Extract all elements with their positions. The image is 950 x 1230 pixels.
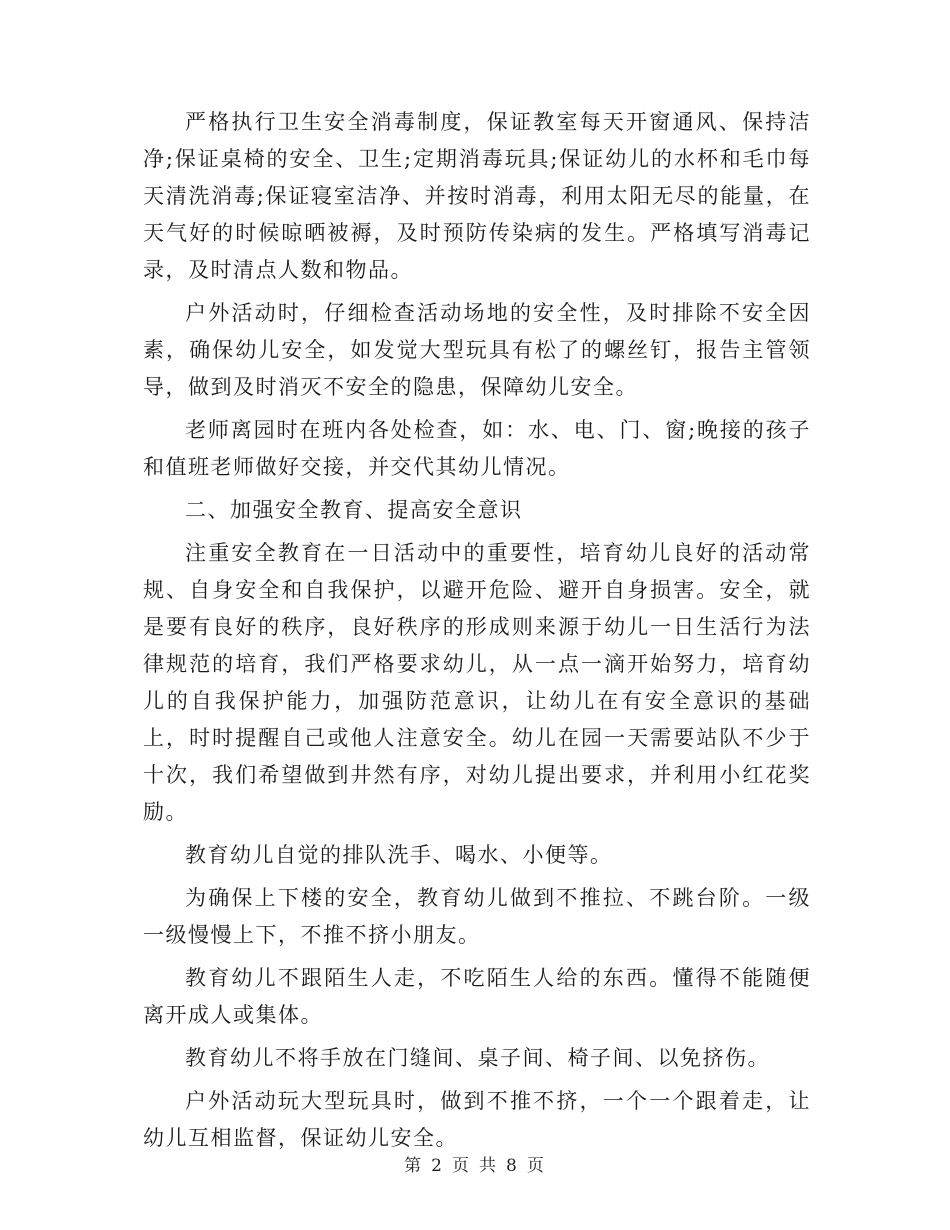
document-body (143, 104, 811, 1163)
paragraph-outdoor-check: 户外活动时，仔细检查活动场地的安全性，及时排除不安全因素，确保幼儿安全，如发觉大型玩具有松了的螺丝钉，报告主管领导，做到及时消灭不安全的隐患，保障幼儿安全。 (143, 301, 811, 399)
footer-total-pages: 8 (506, 1156, 519, 1176)
footer-page-label: 页 (452, 1156, 471, 1176)
page-footer (0, 1151, 950, 1176)
paragraph-queue: 教育幼儿自觉的排队洗手、喝水、小便等。 (185, 843, 613, 867)
footer-current-page: 2 (431, 1156, 444, 1176)
paragraph-outdoor-toys: 户外活动玩大型玩具时，做到不推不挤，一个一个跟着走，让幼儿互相监督，保证幼儿安全。 (143, 1089, 811, 1150)
paragraph-safety-education: 注重安全教育在一日活动中的重要性，培育幼儿良好的活动常规、自身安全和自我保护，以避开危险、避开自身损害。安全，就是要有良好的秩序，良好秩序的形成则来源于幼儿一日生活行为法律规范的培育，我们严格要求幼儿，从一点一滴开始努力，培育幼儿的自我保护能力，加强防范意识，让幼儿在有安全意识的基础上，时时提醒自己或他人注意安全。幼儿在园一天需要站队不少于十次，我们希望做到井然有序，对幼儿提出要求，并利用小红花奖励。 (143, 541, 811, 824)
footer-total-label: 共 (479, 1156, 498, 1176)
paragraph-leaving-check: 老师离园时在班内各处检查，如：水、电、门、窗;晚接的孩子和值班老师做好交接，并交代其幼儿情况。 (143, 418, 811, 479)
paragraph-disinfection: 严格执行卫生安全消毒制度，保证教室每天开窗通风、保持洁净;保证桌椅的安全、卫生;定期消毒玩具;保证幼儿的水杯和毛巾每天清洗消毒;保证寝室洁净、并按时消毒，利用太阳无尽的能量，在天气好的时候晾晒被褥，及时预防传染病的发生。严格填写消毒记录，及时清点人数和物品。 (143, 110, 811, 282)
footer-page-end: 页 (526, 1156, 546, 1176)
footer-prefix: 第 (404, 1156, 424, 1176)
section-heading: 二、加强安全教育、提高安全意识 (185, 498, 523, 522)
paragraph-hands: 教育幼儿不将手放在门缝间、桌子间、椅子间、以免挤伤。 (185, 1046, 770, 1070)
paragraph-stairs: 为确保上下楼的安全，教育幼儿做到不推拉、不跳台阶。一级一级慢慢上下，不推不挤小朋友。 (143, 886, 811, 947)
paragraph-strangers: 教育幼儿不跟陌生人走，不吃陌生人给的东西。懂得不能随便离开成人或集体。 (143, 966, 811, 1027)
